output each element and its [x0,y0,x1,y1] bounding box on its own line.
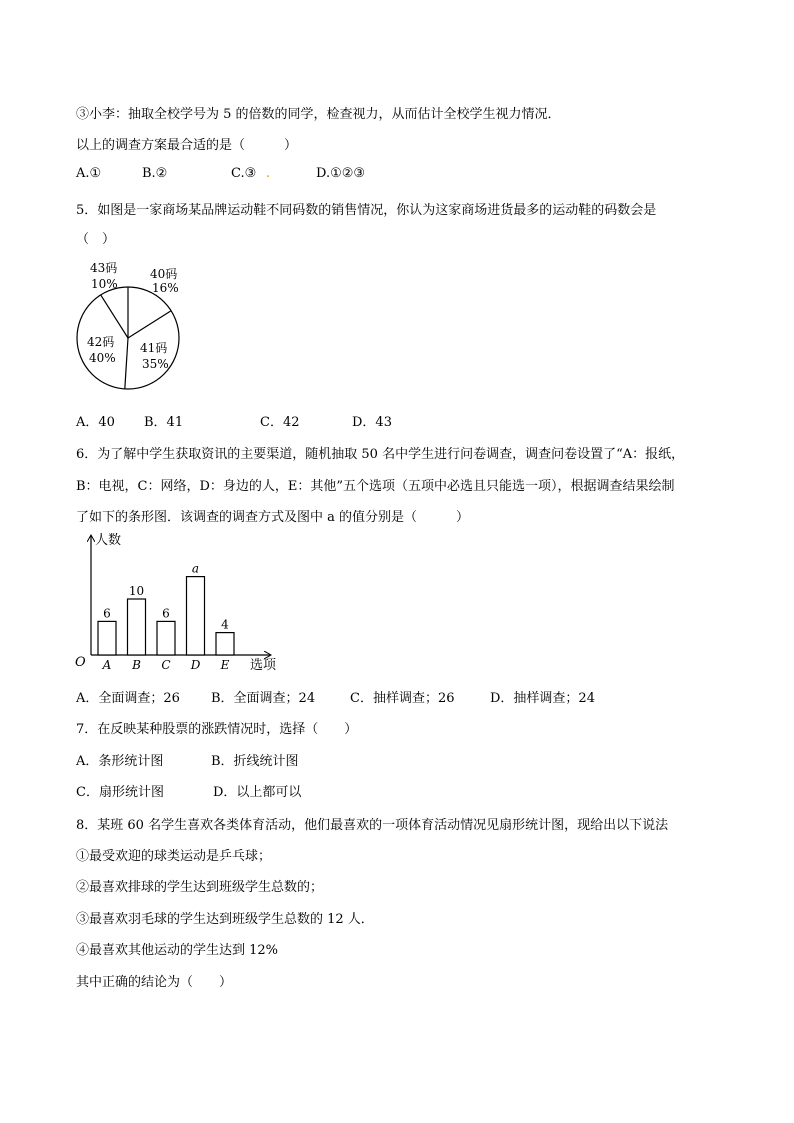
q4-option-d[interactable]: D.①②③ [316,166,366,181]
q7-option-a[interactable]: A．条形统计图 [76,754,164,769]
pie-value-41: 35% [142,357,169,371]
q5-option-c[interactable]: C．42 [260,415,300,430]
bar-data-label-E: 4 [221,617,229,632]
bar-E [216,633,234,655]
bar-data-label-D: a [191,561,200,576]
pie-value-42: 40% [89,351,116,365]
pie-label-41: 41码 [140,341,168,355]
bar-B [128,599,146,655]
y-axis-label: 人数 [95,533,122,548]
bar-chart [70,530,290,675]
q8-statement-4: ④最喜欢其他运动的学生达到 12% [76,943,279,958]
q4-option-3-text: ③小李：抽取全校学号为 5 的倍数的同学，检查视力，从而估计全校学生视力情况． [76,107,561,122]
q4-option-a[interactable]: A.① [76,166,102,181]
q6-option-d[interactable]: D．抽样调查；24 [490,691,595,706]
bar-D [187,577,205,655]
pie-value-40: 16% [152,281,179,295]
q7-option-d[interactable]: D．以上都可以 [213,785,302,800]
q5-stem: 5．如图是一家商场某品牌运动鞋不同码数的销售情况，你认为这家商场进货最多的运动鞋的码数会是 [76,203,657,218]
q6-stem-line-3: 了如下的条形图．该调查的调查方式及图中 a 的值分别是（ ） [76,510,470,525]
q4-question-prompt: 以上的调查方案最合适的是（ ） [76,138,298,153]
pie-label-42: 42码 [87,335,115,349]
q7-option-c[interactable]: C．扇形统计图 [76,785,164,800]
q5-option-b[interactable]: B．41 [144,415,184,430]
q4-option-c[interactable]: C.③ [231,166,257,181]
q8-question-prompt: 其中正确的结论为（ ） [76,975,233,990]
q6-stem-line-2: B：电视，C：网络，D：身边的人，E：其他”五个选项（五项中必选且只能选一项），根据调查结果绘制 [76,479,675,494]
q5-option-a[interactable]: A．40 [76,415,115,430]
pie-value-43: 10% [91,277,118,291]
q7-option-b[interactable]: B．折线统计图 [211,754,299,769]
bar-category-label-C: C [161,658,171,672]
bar-C [157,621,175,655]
pie-chart [70,255,200,400]
pie-label-40: 40码 [150,267,178,281]
q6-option-a[interactable]: A．全面调查；26 [76,691,180,706]
bar-category-label-D: D [190,658,201,672]
pie-label-43: 43码 [90,261,118,275]
bar-data-label-A: 6 [103,606,111,621]
q8-statement-1: ①最受欢迎的球类运动是乒乓球； [76,849,272,864]
x-axis-label: 选项 [250,658,277,673]
q5-answer-paren: （ ） [76,232,116,247]
q4-option-c-mark: . [266,166,271,181]
pie-slice-boundary-43码 [101,295,128,338]
bar-data-label-B: 10 [128,584,145,598]
q8-statement-3: ③最喜欢羽毛球的学生达到班级学生总数的 12 人． [76,912,374,927]
q8-stem: 8．某班 60 名学生喜欢各类体育活动，他们最喜欢的一项体育活动情况见扇形统计图，现给出以下说法 [76,818,669,833]
q6-option-b[interactable]: B．全面调查；24 [211,691,316,706]
q5-option-d[interactable]: D．43 [352,415,392,430]
q6-option-c[interactable]: C．抽样调查；26 [350,691,455,706]
pie-slice-boundary-42码 [125,338,128,389]
bar-A [98,621,116,655]
bar-category-label-B: B [132,658,141,672]
bar-data-label-C: 6 [162,606,170,621]
origin-label: O [75,655,86,670]
bar-category-label-A: A [102,658,112,672]
q4-option-b[interactable]: B.② [142,166,168,181]
bar-category-label-E: E [220,658,230,672]
q8-statement-2: ②最喜欢排球的学生达到班级学生总数的； [76,880,324,895]
q7-stem: 7．在反映某种股票的涨跌情况时，选择（ ） [76,722,358,737]
q6-stem-line-1: 6．为了解中学生获取资讯的主要渠道，随机抽取 50 名中学生进行问卷调查，调查问卷设置了“A：报纸， [76,447,685,462]
pie-slice-boundary-41码 [128,311,171,338]
